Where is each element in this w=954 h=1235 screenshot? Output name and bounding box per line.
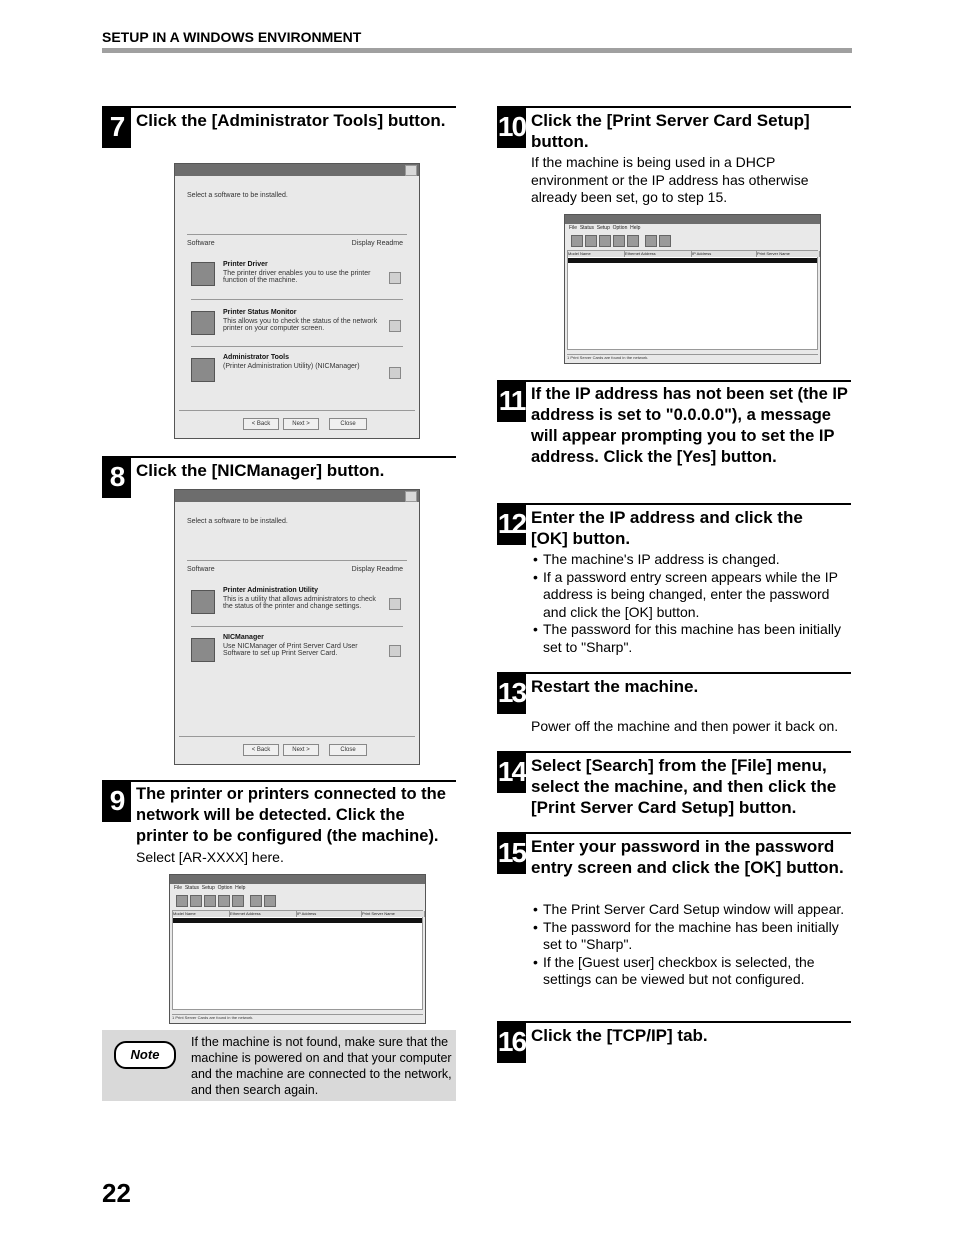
bullet-item: • The Print Server Card Setup window will appear. [531,901,851,919]
step-number: 16 [497,1021,526,1063]
monitor-icon [191,311,215,335]
readme-icon [389,367,401,379]
step-number: 8 [102,456,131,498]
step-title: If the IP address has not been set (the IP address is set to "0.0.0.0"), a message will appear prompting you to set the IP address. Click the [Yes] button. [531,385,848,466]
step-title: The printer or printers connected to the network will be detected. Click the printer to be configured (the machine). [136,785,446,845]
close-icon [405,165,417,176]
note-box [102,1030,456,1101]
bullet-item: • If a password entry screen appears while the IP address is being changed, enter the password and click the [OK] button. [531,569,851,622]
nicmanager-icon [191,638,215,662]
step-title: Select [Search] from the [File] menu, select the machine, and then click the [Print Server Card Setup] button. [531,756,837,817]
readme-icon [389,598,401,610]
note-text: If the machine is not found, make sure that the machine is powered on and that your computer and the machine are connected to the network, and then search again. [191,1035,452,1097]
bullet-item: • If the [Guest user] checkbox is selected, the settings can be viewed but not configured. [531,954,851,989]
step-10-description: If the machine is being used in a DHCP environment or the IP address has otherwise already been set, go to step 15. [531,154,809,205]
step-15-bullets [531,901,851,989]
header-rule [102,48,852,53]
step-9-description: Select [AR-XXXX] here. [136,849,284,865]
step-number: 13 [497,672,526,714]
bullet-item: • The machine's IP address is changed. [531,551,851,569]
step-number: 9 [102,780,131,822]
administrator-tools-screenshot: Select a software to be installed. Software Display Readme Printer Administration Utility This is a utility that allows administrators to check the status of the printer and change settings. NICManager Use NICManager of Print Server Card User Software to set up Print Server Card. < Back Next > Close [174,489,420,765]
step-number: 11 [497,380,526,422]
section-header: SETUP IN A WINDOWS ENVIRONMENT [102,29,362,45]
step-title: Click the [Print Server Card Setup] button. [531,111,810,151]
admin-utility-icon [191,590,215,614]
bullet-item: • The password for the machine has been initially set to "Sharp". [531,919,851,954]
step-number: 7 [102,106,131,148]
step-title: Enter your password in the password entry screen and click the [OK] button. [531,837,844,877]
note-pencil-icon [114,1041,176,1069]
step-title: Click the [Administrator Tools] button. [136,111,446,130]
step-title: Click the [NICManager] button. [136,461,385,480]
step-title: Click the [TCP/IP] tab. [531,1026,708,1045]
readme-icon [389,645,401,657]
note-label: Note [130,1047,160,1062]
nicmanager-screenshot: File Status Setup Option Help Model Name Ethernet Address IP Address Print Server Name 1 Print Server Cards are found in the network. [169,874,426,1024]
readme-icon [389,272,401,284]
software-selection-screenshot: Select a software to be installed. Software Display Readme Printer Driver The printer driver enables you to use the printer function of the machine. Printer Status Monitor This allows you to check the status of the network printer on your computer screen. Administrator Tools (Printer Administration Utility) (NICManager) < Back Next > Close [174,163,420,439]
printer-icon [191,262,215,286]
nicmanager-setup-screenshot: File Status Setup Option Help Model Name Ethernet Address IP Address Print Server Name 1 Print Server Cards are found in the network. [564,214,821,364]
page-number: 22 [102,1178,131,1208]
admin-tools-icon [191,358,215,382]
step-title: Restart the machine. [531,677,699,696]
bullet-item: • The password for this machine has been initially set to "Sharp". [531,621,851,656]
readme-icon [389,320,401,332]
step-number: 10 [497,106,526,148]
step-number: 14 [497,751,526,793]
step-13-description: Power off the machine and then power it back on. [531,718,839,734]
step-12-bullets [531,551,851,656]
step-number: 15 [497,832,526,874]
step-title: Enter the IP address and click the [OK] button. [531,508,803,548]
close-icon [405,491,417,502]
step-number: 12 [497,503,526,545]
